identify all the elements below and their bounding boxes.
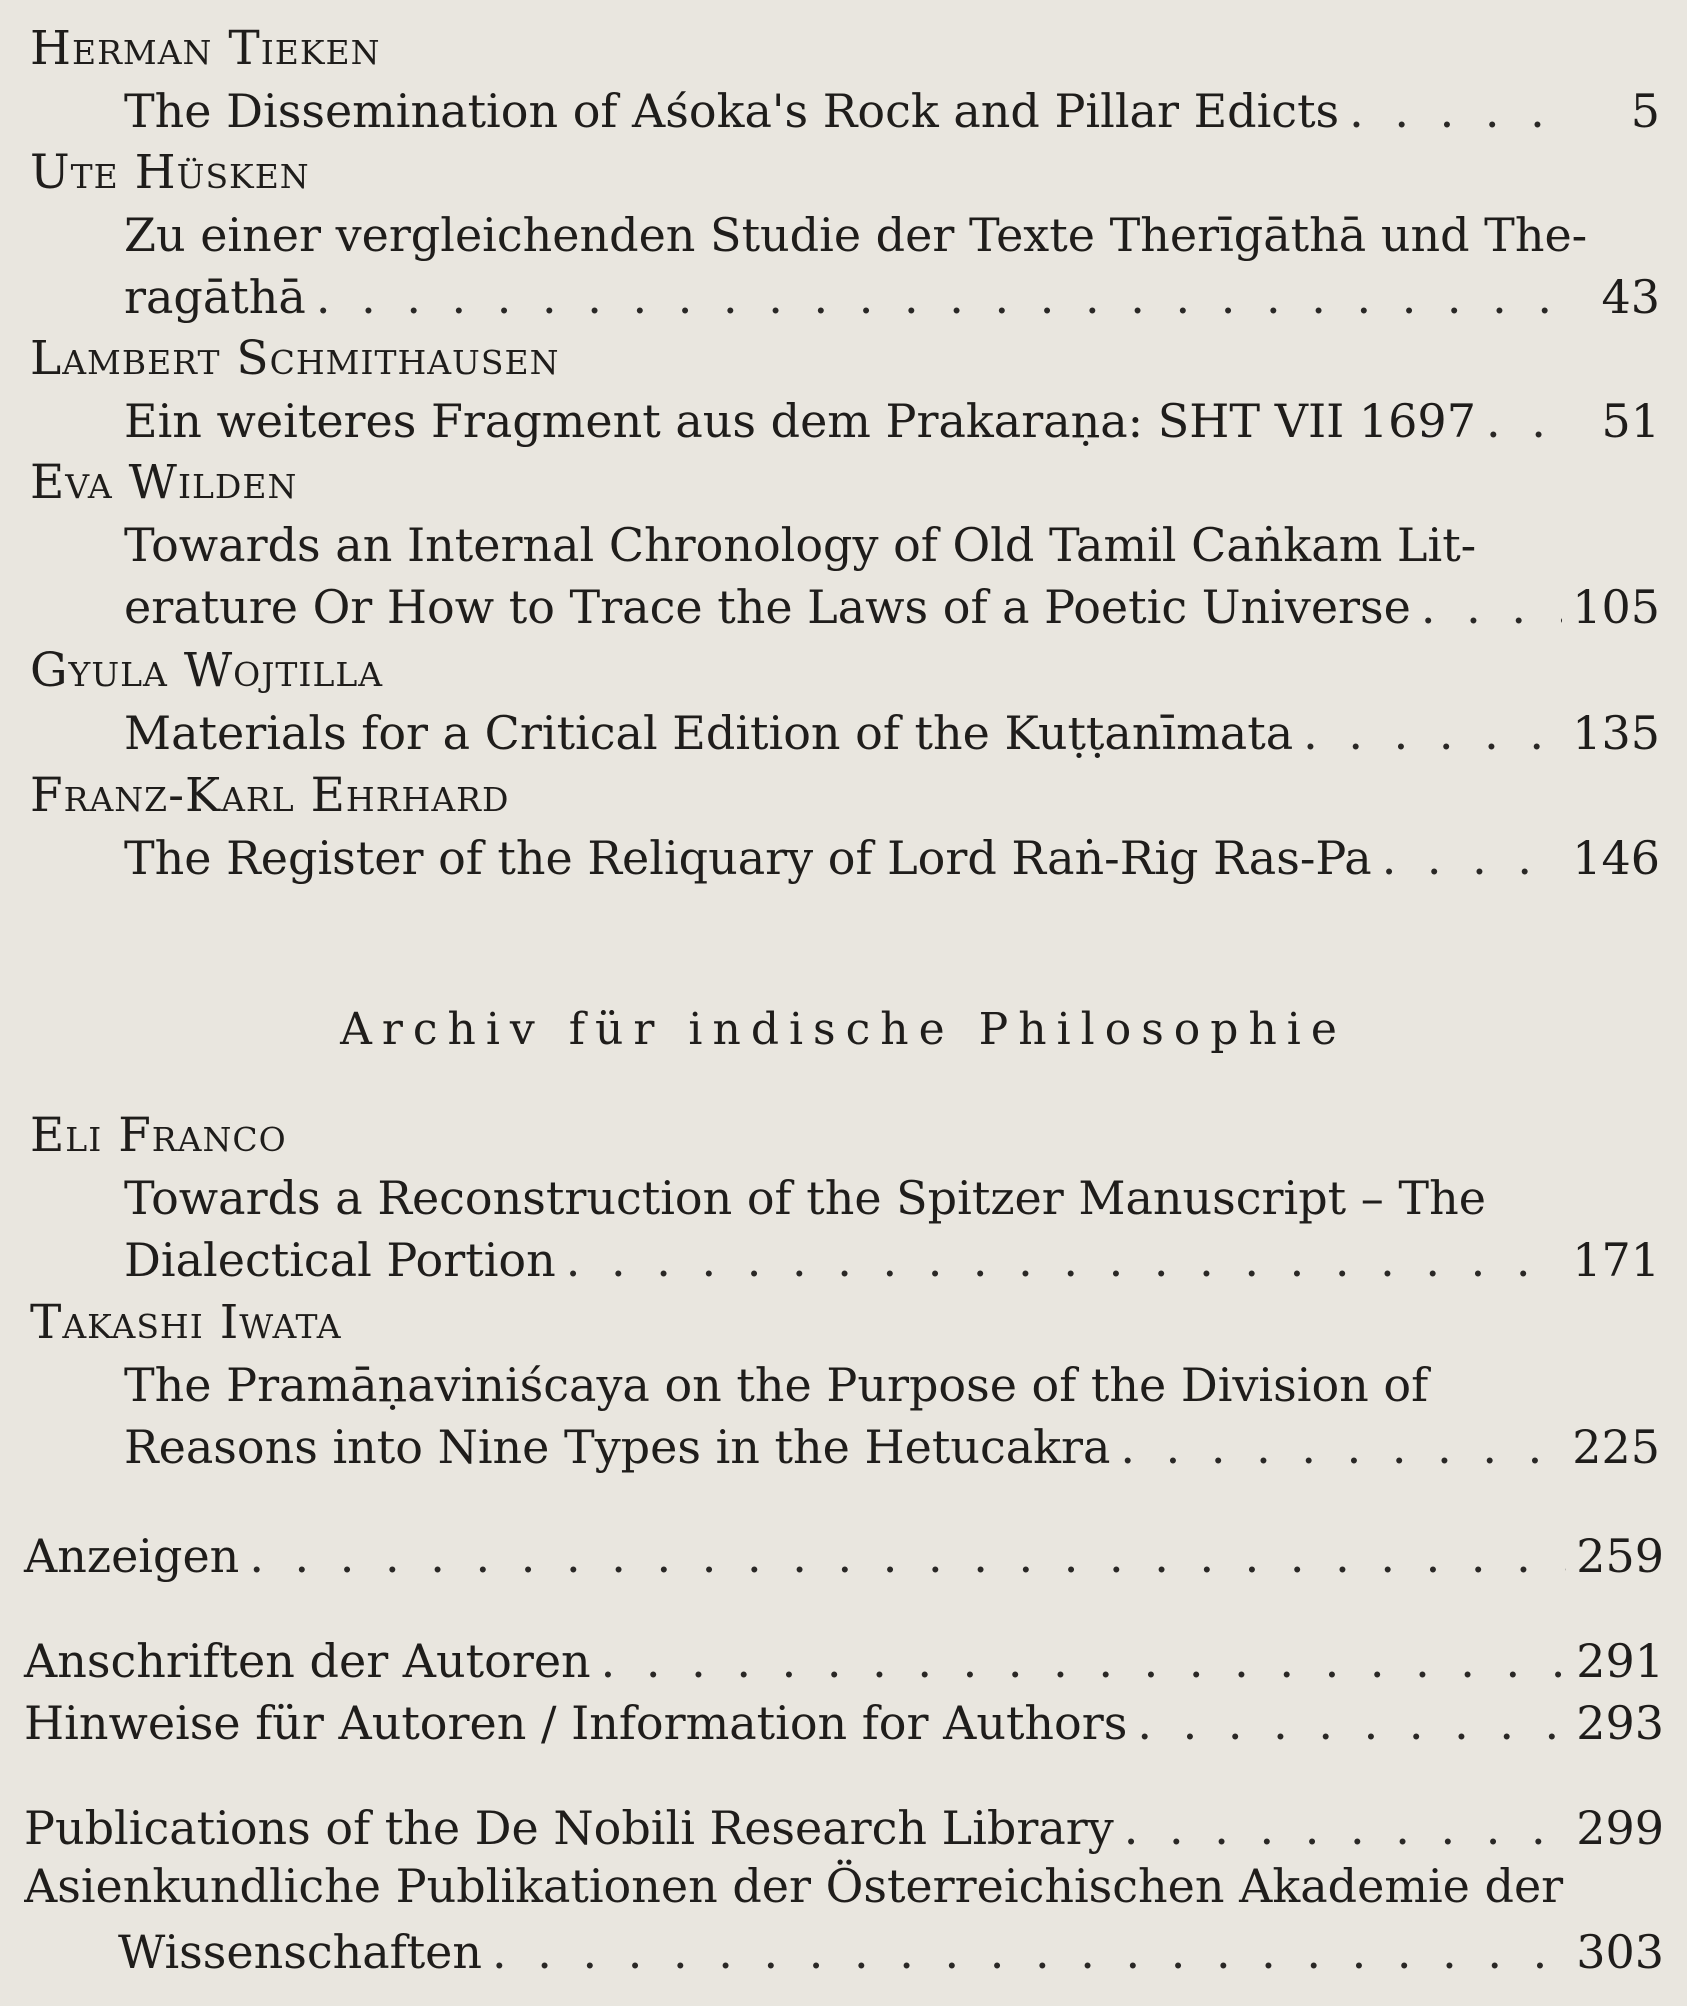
title-line: The Pramāṇaviniścaya on the Purpose of the Division of <box>124 1358 1429 1412</box>
title-last-line <box>124 266 1660 328</box>
title-last-line <box>124 390 1660 452</box>
title-line: Zu einer vergleichenden Studie der Texte Therīgāthā und The- <box>124 208 1588 262</box>
toc-entry <box>30 640 1660 764</box>
entry-author: Takashi Iwata <box>30 1295 342 1350</box>
entry-author: Lambert Schmithausen <box>30 331 560 386</box>
entry-title <box>124 702 1660 764</box>
entry-text: Wissenschaften <box>118 1925 483 1979</box>
entry-title <box>124 1354 1660 1478</box>
entry-text: Anschriften der Autoren <box>24 1634 591 1688</box>
toc-entry <box>24 1797 1664 1859</box>
entry-line <box>24 1630 1664 1692</box>
leader-dots <box>1486 390 1562 452</box>
page-number: 291 <box>1576 1634 1664 1688</box>
toc-entry <box>24 1692 1664 1754</box>
toc-entry <box>24 1630 1664 1692</box>
leader-dots <box>1421 576 1562 638</box>
leader-dots <box>316 266 1562 328</box>
page-number: 5 <box>1630 84 1660 138</box>
title-last-line <box>124 576 1660 638</box>
leader-dots <box>1382 827 1562 889</box>
page-number: 303 <box>1576 1925 1664 1979</box>
entry-line: Asienkundliche Publikationen der Österreichischen Akademie der <box>24 1859 1564 1913</box>
leader-dots <box>1124 1797 1566 1859</box>
leader-dots <box>1349 80 1562 142</box>
title-line: Towards an Internal Chronology of Old Tamil Caṅkam Lit- <box>124 518 1477 572</box>
entry-title <box>124 204 1660 328</box>
section-heading: Archiv für indische Philosophie <box>340 1004 1347 1055</box>
entry-last-line <box>118 1921 1664 1983</box>
entry-author: Franz-Karl Ehrhard <box>30 768 510 823</box>
leader-dots <box>1303 702 1562 764</box>
entry-title <box>124 390 1660 452</box>
page-number: 225 <box>1572 1420 1660 1474</box>
leader-dots <box>1137 1692 1566 1754</box>
entry-line <box>24 1797 1664 1859</box>
title-line: Towards a Reconstruction of the Spitzer Manuscript – The <box>124 1171 1486 1225</box>
title-last-line <box>124 1229 1660 1291</box>
title-last-line <box>124 1416 1660 1478</box>
entry-text: Publications of the De Nobili Research Library <box>24 1801 1114 1855</box>
page-number: 299 <box>1576 1801 1664 1855</box>
page-number: 43 <box>1601 270 1660 324</box>
title-text: The Register of the Reliquary of Lord Raṅ-Rig Ras-Pa <box>124 831 1372 885</box>
title-text: Ein weiteres Fragment aus dem Prakaraṇa: SHT VII 1697 <box>124 394 1476 448</box>
entry-author: Ute Hüsken <box>30 145 310 200</box>
page-number: 51 <box>1601 394 1660 448</box>
title-text: erature Or How to Trace the Laws of a Poetic Universe <box>124 580 1411 634</box>
title-text: Dialectical Portion <box>124 1233 556 1287</box>
leader-dots <box>566 1229 1562 1291</box>
toc-entry <box>30 142 1660 328</box>
page-number: 135 <box>1572 706 1660 760</box>
toc-entry <box>30 1292 1660 1478</box>
toc-entry <box>30 765 1660 889</box>
toc-entry <box>30 18 1660 142</box>
toc-entry <box>24 1859 1664 1983</box>
page-number: 171 <box>1572 1233 1660 1287</box>
title-last-line <box>124 702 1660 764</box>
title-last-line <box>124 827 1660 889</box>
toc-entry <box>30 1105 1660 1291</box>
entry-line <box>24 1525 1664 1587</box>
leader-dots <box>249 1525 1566 1587</box>
page-number: 105 <box>1572 580 1660 634</box>
entry-title <box>124 827 1660 889</box>
entry-author: Herman Tieken <box>30 21 381 76</box>
page-number: 259 <box>1576 1529 1664 1583</box>
entry-text: Hinweise für Autoren / Information for Authors <box>24 1696 1128 1750</box>
toc-entry <box>30 328 1660 452</box>
entry-author: Eli Franco <box>30 1108 287 1163</box>
leader-dots <box>492 1921 1566 1983</box>
entry-author: Eva Wilden <box>30 455 298 510</box>
leader-dots <box>1120 1416 1562 1478</box>
title-last-line <box>124 80 1660 142</box>
entry-title <box>124 514 1660 638</box>
title-text: Reasons into Nine Types in the Hetucakra <box>124 1420 1111 1474</box>
toc-entry <box>30 452 1660 638</box>
title-text: ragāthā <box>124 270 306 324</box>
title-text: Materials for a Critical Edition of the Kuṭṭanīmata <box>124 706 1294 760</box>
page-number: 146 <box>1572 831 1660 885</box>
leader-dots <box>601 1630 1566 1692</box>
entry-text: Anzeigen <box>24 1529 240 1583</box>
entry-author: Gyula Wojtilla <box>30 643 384 698</box>
entry-title <box>124 1167 1660 1291</box>
entry-title <box>124 80 1660 142</box>
title-text: The Dissemination of Aśoka's Rock and Pillar Edicts <box>124 84 1340 138</box>
toc-entry <box>24 1525 1664 1587</box>
page-number: 293 <box>1576 1696 1664 1750</box>
entry-line <box>24 1692 1664 1754</box>
